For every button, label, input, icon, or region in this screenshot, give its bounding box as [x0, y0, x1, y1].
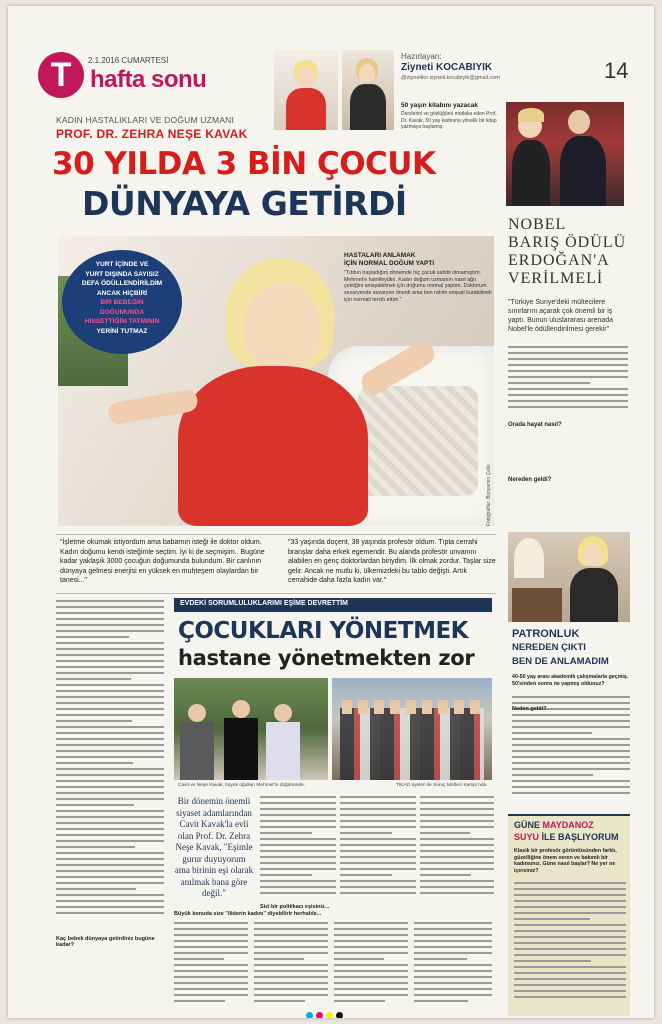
text-line: [174, 946, 248, 948]
text-line: [514, 978, 626, 980]
text-line: [334, 988, 408, 990]
text-line: [334, 970, 408, 972]
text-line: [512, 738, 630, 740]
text-line: [414, 976, 492, 978]
text-line: [334, 922, 408, 924]
children-bottom-col-2: [254, 922, 328, 1006]
newspaper-page: [8, 6, 654, 1018]
text-line: [414, 1000, 468, 1002]
text-line: [260, 832, 312, 834]
text-line: [514, 882, 626, 884]
text-line: [512, 756, 630, 758]
text-line: [56, 864, 164, 866]
text-line: [508, 370, 628, 372]
text-line: [174, 958, 224, 960]
text-line: [56, 624, 164, 626]
text-line: [260, 814, 336, 816]
text-line: [56, 648, 164, 650]
children-bottom-col-4: [414, 922, 492, 1006]
maydanoz-title-rest: İLE BAŞLIYORUM: [541, 832, 619, 842]
text-line: [514, 924, 626, 926]
text-line: [340, 814, 416, 816]
text-line: [56, 720, 132, 722]
text-line: [514, 990, 626, 992]
text-line: [420, 826, 494, 828]
text-line: [508, 358, 628, 360]
boss-title-1: PATRONLUK: [512, 628, 580, 640]
text-line: [260, 862, 336, 864]
text-line: [260, 838, 336, 840]
text-line: [260, 844, 336, 846]
book-teaser-text: Derslerini ve gözlüğünü mutlaka eden Prof. Dr. Kavak, 50 yaş kadınına yönelik bir kitap yazmaya başlamış.: [401, 111, 497, 130]
lead-name: PROF. DR. ZEHRA NEŞE KAVAK: [56, 127, 248, 141]
badge-line: BİR BEBEĞİN: [100, 299, 144, 306]
text-line: [254, 922, 328, 924]
maydanoz-title-prefix: GÜNE: [514, 820, 541, 830]
text-line: [340, 868, 416, 870]
text-line: [56, 744, 164, 746]
children-kicker: [174, 598, 492, 612]
text-line: [414, 988, 492, 990]
erdogan-photo: [506, 102, 624, 206]
children-col-4: [420, 796, 494, 898]
text-line: [514, 918, 590, 920]
text-line: [56, 750, 164, 752]
maydanoz-lead: Klasik bir profesör görüntüsünden farklı, güzelliğine önem veren ve bakımlı bir kadınsınız. Güne nasıl başlar? Ne yer ne içersiniz?: [514, 848, 617, 874]
text-line: [174, 982, 248, 984]
text-line: [56, 636, 129, 638]
text-line: [512, 726, 630, 728]
text-line: [260, 886, 336, 888]
refugee-camp-photo: [332, 678, 492, 780]
text-line: [340, 862, 416, 864]
text-line: [420, 850, 494, 852]
text-line: [254, 976, 328, 978]
text-line: [56, 672, 164, 674]
text-line: [334, 994, 408, 996]
text-line: [56, 882, 164, 884]
badge-line: YERİNİ TUTMAZ: [96, 327, 148, 335]
text-line: [512, 720, 630, 722]
text-line: [56, 756, 164, 758]
text-line: [340, 874, 392, 876]
text-line: [254, 964, 328, 966]
office-photo: [508, 532, 630, 622]
text-line: [56, 798, 164, 800]
text-line: [334, 1000, 385, 1002]
text-line: [174, 1000, 225, 1002]
text-line: [514, 996, 626, 998]
text-line: [174, 922, 248, 924]
text-line: [56, 684, 164, 686]
badge-line: DOĞUMUNDA: [99, 308, 145, 316]
text-line: [56, 912, 164, 914]
text-line: [334, 940, 408, 942]
text-line: [56, 900, 164, 902]
text-line: [56, 606, 164, 608]
text-line: [174, 934, 248, 936]
text-line: [56, 708, 164, 710]
text-line: [512, 780, 630, 782]
text-line: [260, 826, 336, 828]
text-line: [56, 642, 164, 644]
badge-line: YURT İÇİNDE VE: [95, 261, 149, 268]
text-line: [420, 892, 494, 894]
text-line: [334, 946, 408, 948]
text-line: [56, 852, 164, 854]
text-line: [508, 388, 628, 390]
text-line: [56, 738, 164, 740]
text-line: [508, 382, 590, 384]
text-line: [420, 856, 494, 858]
text-line: [340, 850, 416, 852]
text-line: [420, 868, 494, 870]
text-line: [508, 346, 628, 348]
text-line: [514, 894, 626, 896]
text-line: [514, 888, 626, 890]
text-line: [56, 732, 164, 734]
badge-line: HİSSETTİĞİM TATMININ: [84, 318, 160, 325]
maydanoz-title-2: [514, 832, 619, 842]
text-line: [514, 942, 626, 944]
text-line: [340, 856, 416, 858]
text-line: [512, 714, 630, 716]
text-line: [56, 654, 164, 656]
text-line: [56, 786, 164, 788]
text-line: [56, 630, 164, 632]
text-line: [414, 994, 492, 996]
text-line: [56, 840, 164, 842]
nobel-title-4: VERİLMELİ: [508, 270, 604, 287]
text-line: [260, 856, 336, 858]
text-line: [340, 808, 416, 810]
text-line: [56, 678, 131, 680]
text-line: [512, 732, 592, 734]
text-line: [56, 888, 136, 890]
author-name: Ziyneti KOCABIYIK: [401, 62, 493, 73]
text-line: [254, 994, 328, 996]
text-line: [420, 808, 494, 810]
text-line: [260, 802, 336, 804]
text-line: [56, 816, 164, 818]
text-line: [56, 804, 134, 806]
badge-line: ANCAK HİÇBİRİ: [96, 289, 148, 297]
text-line: [334, 976, 408, 978]
text-line: [260, 880, 336, 882]
text-line: [420, 862, 494, 864]
prepared-by-label: Hazırlayan:: [401, 52, 442, 61]
text-line: [56, 612, 164, 614]
text-line: [56, 876, 164, 878]
text-line: [340, 880, 416, 882]
text-line: [260, 796, 336, 798]
text-line: [174, 940, 248, 942]
text-line: [334, 934, 408, 936]
children-col-3: [340, 796, 416, 898]
text-line: [56, 690, 164, 692]
text-line: [512, 744, 630, 746]
nobel-sub-1: Orada hayat nasıl?: [508, 422, 562, 428]
text-line: [514, 972, 626, 974]
children-bottom-col-3: [334, 922, 408, 1006]
text-line: [56, 858, 164, 860]
text-line: [174, 976, 248, 978]
text-line: [512, 774, 593, 776]
text-line: [174, 988, 248, 990]
text-line: [512, 786, 630, 788]
text-line: [508, 394, 628, 396]
boss-sub: Neden geldi?: [512, 706, 547, 712]
maydanoz-title-1: [514, 820, 594, 830]
text-line: [56, 660, 164, 662]
nobel-title-1: NOBEL: [508, 216, 567, 233]
text-line: [340, 844, 416, 846]
text-line: [420, 844, 494, 846]
section-title: hafta sonu: [90, 66, 207, 93]
text-line: [56, 906, 164, 908]
header-photo-1: [274, 50, 338, 130]
children-headline-2: hastane yönetmekten zor: [178, 646, 475, 670]
text-line: [514, 936, 626, 938]
text-line: [512, 762, 630, 764]
caption-left: Cavit ve Neşe Kavak, büyük oğulları Mehmet'in düğününde.: [178, 783, 306, 788]
text-line: [514, 984, 626, 986]
text-line: [260, 850, 336, 852]
text-line: [260, 808, 336, 810]
text-line: [514, 966, 626, 968]
text-line: [508, 400, 628, 402]
children-bottom-col-1: [174, 922, 248, 1006]
nobel-quote: "Türkiye Suriye'deki mültecilere sınırlarını açarak çok önemli bir iş yaptı. Bunun uluslararası arenada Nobel'le ödüllendirilmesi gerekir": [508, 299, 614, 333]
headline-line-1: 30 YILDA 3 BİN ÇOCUK: [52, 146, 436, 182]
text-line: [260, 874, 312, 876]
text-line: [56, 780, 164, 782]
text-line: [56, 696, 164, 698]
wedding-photo: [174, 678, 328, 780]
text-line: [260, 892, 336, 894]
text-line: [420, 820, 494, 822]
text-line: [508, 352, 628, 354]
text-line: [254, 940, 328, 942]
boss-lead: 40-50 yaş arası akademik çalışmalarla geçmiş. 50'sinden sonra ne yapmış oldunuz?: [512, 674, 629, 687]
text-line: [174, 970, 248, 972]
text-line: [414, 982, 492, 984]
badge-line: YURT DIŞINDA SAYISIZ: [85, 270, 159, 278]
text-line: [420, 832, 470, 834]
text-line: [420, 814, 494, 816]
text-line: [420, 838, 494, 840]
children-kicker-text: EVDEKİ SORUMLULUKLARIMI EŞİME DEVRETTİM: [180, 600, 349, 607]
text-line: [512, 702, 630, 704]
text-line: [340, 886, 416, 888]
issue-date: 2.1.2016 CUMARTESİ: [88, 56, 169, 65]
text-line: [512, 750, 630, 752]
children-col-2: [260, 796, 336, 898]
text-line: [56, 600, 164, 602]
maydanoz-title-suyu: SUYU: [514, 832, 540, 842]
text-line: [340, 832, 392, 834]
children-headline-1: ÇOCUKLARI YÖNETMEK: [178, 618, 468, 644]
text-line: [340, 802, 416, 804]
side-head-2: İÇİN NORMAL DOĞUM YAPTI: [344, 260, 435, 267]
text-line: [508, 364, 628, 366]
text-line: [420, 880, 494, 882]
text-line: [340, 796, 416, 798]
text-line: [420, 874, 471, 876]
text-line: [174, 928, 248, 930]
text-line: [254, 982, 328, 984]
text-line: [56, 702, 164, 704]
lead-kicker: KADIN HASTALIKLARI VE DOĞUM UZMANI: [56, 115, 235, 125]
side-head-1: HASTALARI ANLAMAK: [344, 252, 416, 259]
text-line: [254, 952, 328, 954]
quote-left: "İşletme okumak istiyordum ama babamın isteği ile doktor oldum. Kadın doğumu kendi isteğimle seçtim. İyi ki de seçmişim.. Bugüne kadar yaklaşık 3000 çocuğun doğumunda bulundum. Bir canlının dünyaya gelmesi enerjisi en yüksek en muhteşem olaylardan bir tanesi...": [60, 539, 265, 584]
page-number: 14: [604, 58, 629, 83]
badge-line: DEFA ÖDÜLLENDİRİLDİM: [81, 280, 163, 287]
text-line: [254, 934, 328, 936]
text-line: [334, 952, 408, 954]
text-line: [514, 948, 626, 950]
side-text: "Tıbbın başladığım dönemde hiç çocuk sahibi olmamıştım. Mehmet'e hamileydim. Kadın doğum uzmanını nasıl ağrı çektiğini anlayabilmek için doğumu normal yaptım. Doktorum sezaryende sezaryen önerdi ama ben rahim empati kurabilmek için normali tercih ettim.": [344, 270, 492, 303]
text-line: [174, 952, 248, 954]
text-line: [514, 912, 626, 914]
header-photo-2: [342, 50, 394, 130]
quote-right: "33 yaşında doçent, 38 yaşında profesör oldum. Tıpta cerrahi branşlar daha erkek egemendir. Bu alanda profesör unvanını alabilen en genç doktorlardan biriydim. İlk olmak zordur. Taşlar size gelir. Ancak ne mutlu ki, ülkemizdeki bu tablo değişti. Artık cerrahide daha fazla kadın var.": [288, 539, 496, 584]
text-line: [508, 406, 628, 408]
text-line: [334, 958, 384, 960]
text-line: [414, 952, 492, 954]
text-line: [514, 960, 591, 962]
text-line: [174, 994, 248, 996]
left-sub-1: Kaç bebek dünyaya getirdiniz bugüne kadar?: [56, 936, 155, 948]
text-line: [414, 934, 492, 936]
text-line: [414, 970, 492, 972]
text-line: [260, 868, 336, 870]
text-line: [420, 796, 494, 798]
caption-right: TİKAD üyeleri ile Suruç Mülteci Kampı'nda: [396, 783, 487, 788]
text-line: [340, 826, 416, 828]
text-line: [56, 768, 164, 770]
text-line: [414, 964, 492, 966]
text-line: [334, 928, 408, 930]
maydanoz-body-text: [514, 882, 626, 1002]
text-line: [340, 838, 416, 840]
text-line: [334, 964, 408, 966]
print-color-marks: [306, 1006, 366, 1014]
pull-quote: Bir dönemin önemli siyaset adamlarından Cavit Kavak'la evli olan Prof. Dr. Zehra Neşe Kavak, "Eşimle gurur duyuyorum ama birinin eşi olarak anılmak bana göre değil.": [174, 796, 254, 898]
text-line: [420, 802, 494, 804]
photo-credit: Fotoğraflar: Bünyamin Çelik: [486, 464, 492, 526]
text-line: [254, 958, 304, 960]
text-line: [56, 834, 164, 836]
text-line: [414, 958, 467, 960]
text-line: [334, 982, 408, 984]
text-line: [254, 970, 328, 972]
text-line: [56, 846, 135, 848]
text-line: [56, 762, 133, 764]
text-line: [56, 666, 164, 668]
text-line: [414, 946, 492, 948]
text-line: [514, 954, 626, 956]
maydanoz-title-highlight: MAYDANOZ: [542, 820, 594, 830]
text-line: [56, 810, 164, 812]
nobel-title-3: ERDOĞAN'A: [508, 252, 610, 269]
text-line: [514, 900, 626, 902]
text-line: [420, 886, 494, 888]
book-teaser-title: 50 yaşın kitabını yazacak: [401, 102, 478, 109]
text-line: [56, 828, 164, 830]
text-line: [56, 714, 164, 716]
nobel-sub-2: Nereden geldi?: [508, 477, 552, 483]
text-line: [56, 870, 164, 872]
text-line: [56, 774, 164, 776]
headline-line-2: DÜNYAYA GETİRDİ: [82, 184, 407, 223]
boss-title-3: BEN DE ANLAMADIM: [512, 656, 609, 667]
award-quote-badge: [62, 250, 182, 354]
text-line: [512, 792, 630, 794]
text-line: [254, 988, 328, 990]
boss-title-2: NEREDEN ÇIKTI: [512, 642, 586, 653]
text-line: [340, 892, 416, 894]
nobel-title-2: BARIŞ ÖDÜLÜ: [508, 234, 627, 251]
text-line: [56, 792, 164, 794]
text-line: [56, 618, 164, 620]
text-line: [508, 376, 628, 378]
children-sub-2: Büyük konuda size "iliderin kadını" diyebilirlr herhalde...: [174, 911, 322, 917]
text-line: [56, 822, 164, 824]
author-contact: @ziynetiko ziyneti.kocabiyik@gmail.com: [401, 75, 500, 81]
text-line: [56, 726, 164, 728]
badge-text: [62, 260, 182, 336]
text-line: [414, 928, 492, 930]
text-line: [512, 768, 630, 770]
section-logo: T: [38, 52, 84, 98]
text-line: [414, 940, 492, 942]
text-line: [260, 820, 336, 822]
text-line: [340, 820, 416, 822]
nobel-body-text: [508, 346, 628, 412]
text-line: [514, 930, 626, 932]
text-line: [514, 906, 626, 908]
text-line: [512, 696, 630, 698]
text-line: [56, 894, 164, 896]
text-line: [174, 964, 248, 966]
text-line: [254, 928, 328, 930]
text-line: [414, 922, 492, 924]
text-line: [254, 1000, 305, 1002]
text-line: [254, 946, 328, 948]
children-sub-3: Sizi bir politikacı eşisiniz...: [260, 904, 330, 910]
left-column-text: [56, 600, 164, 918]
